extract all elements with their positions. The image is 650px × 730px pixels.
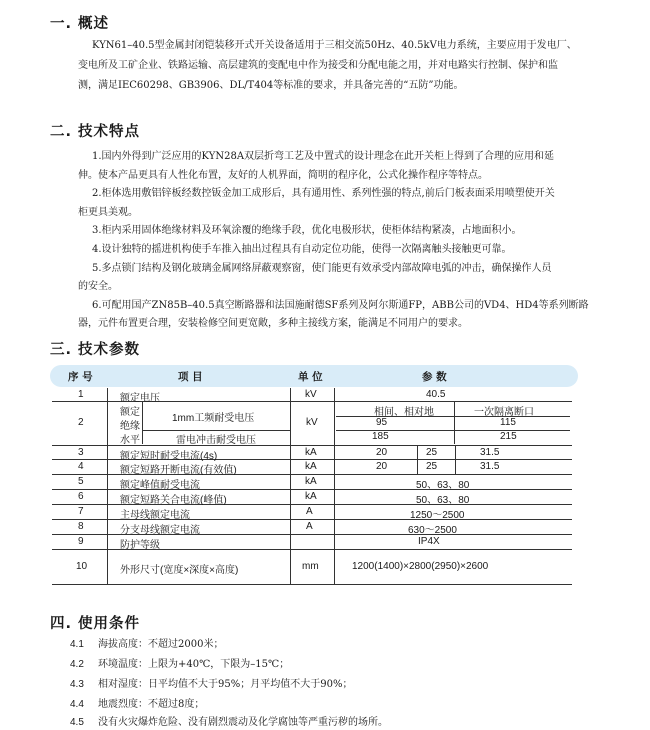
condition-text: 没有火灾爆炸危险、没有剧烈震动及化学腐蚀等严重污秽的场所。 xyxy=(98,717,388,728)
row-value: 1200(1400)×2800(2950)×2600 xyxy=(352,561,489,572)
row-item: 主母线额定电流 xyxy=(120,510,190,521)
row-item: 额定短路开断电流(有效值) xyxy=(120,465,237,476)
row-value: 115 xyxy=(500,417,516,428)
section-title-parameters: 三. 技术参数 xyxy=(50,342,141,358)
feature-line: 6.可配用国产ZN85B–40.5真空断路器和法国施耐德SF系列及阿尔斯通FP，ABB公司的VD4、HD4等系列断路 xyxy=(92,299,589,311)
row-value: 1250～2500 xyxy=(410,510,465,521)
row-unit: A xyxy=(306,506,313,517)
row-unit: mm xyxy=(302,561,319,572)
row-item: 防护等级 xyxy=(120,540,160,551)
row-unit: kV xyxy=(306,417,318,428)
row-item: 额定短路关合电流(峰值) xyxy=(120,495,227,506)
condition-number: 4.2 xyxy=(70,659,84,670)
header-unit: 单 位 xyxy=(298,371,323,383)
row-no: 5 xyxy=(78,476,84,487)
row-value: 50、63、80 xyxy=(416,495,470,506)
feature-line: 4.设计独特的摇进机构使手车推入抽出过程具有自动定位功能，使得一次隔离触头接触更可靠。 xyxy=(92,243,512,255)
feature-line: 伸。使本产品更具有人性化布置，友好的人机界面，简明的程序化，公式化操作程序等特点。 xyxy=(78,169,488,181)
feature-line: 的安全。 xyxy=(78,281,118,293)
row-value: 20 xyxy=(376,447,388,458)
row-item: 额定短时耐受电流(4s) xyxy=(120,451,218,462)
row-no: 7 xyxy=(78,506,84,517)
row-unit: kA xyxy=(305,461,317,472)
row-no: 9 xyxy=(78,536,84,547)
condition-item xyxy=(70,678,352,692)
condition-item xyxy=(70,698,204,712)
overview-line: 变电所及工矿企业、铁路运输、高层建筑的变配电中作为接受和分配电能之用，并对电路实行控制、保护和监 xyxy=(78,60,558,71)
feature-line: 1.国内外得到广泛应用的KYN28A双层折弯工艺及中置式的设计理念在此开关柜上得到了合理的应用和延 xyxy=(92,151,555,162)
condition-number: 4.4 xyxy=(70,699,84,710)
row-item-part: 水平 xyxy=(120,435,140,446)
condition-text: 相对湿度：日平均值不大于95%；月平均值不大于90%； xyxy=(98,679,353,690)
row-item: 分支母线额定电流 xyxy=(120,525,200,536)
row-value: 95 xyxy=(376,417,388,428)
row-item: 额定峰值耐受电流 xyxy=(120,480,200,491)
row-unit: kA xyxy=(305,476,317,487)
feature-line: 柜更具美观。 xyxy=(78,206,138,218)
row-item: 额定电压 xyxy=(120,393,160,404)
condition-number: 4.5 xyxy=(70,717,84,728)
section-title-overview: 一. 概述 xyxy=(50,16,110,32)
row-no: 8 xyxy=(78,521,84,532)
row-value: 25 xyxy=(426,447,438,458)
row-value: 40.5 xyxy=(426,389,446,400)
row-no: 6 xyxy=(78,491,84,502)
row-value: 31.5 xyxy=(480,461,500,472)
row-item: 外形尺寸(宽度×深度×高度) xyxy=(120,565,239,576)
row-subheader: 一次隔离断口 xyxy=(474,407,534,418)
row-unit: A xyxy=(306,521,313,532)
header-no: 序 号 xyxy=(68,371,93,383)
overview-line: KYN61–40.5型金属封闭铠装移开式开关设备适用于三相交流50Hz、40.5kV电力系统，主要应用于发电厂、 xyxy=(92,40,577,51)
header-item: 项 目 xyxy=(178,371,203,383)
row-value: 630～2500 xyxy=(408,525,457,536)
row-no: 2 xyxy=(78,417,84,428)
condition-number: 4.3 xyxy=(70,679,84,690)
row-no: 3 xyxy=(78,447,84,458)
row-value: 185 xyxy=(372,431,389,442)
row-unit: kA xyxy=(305,447,317,458)
row-value: IP4X xyxy=(418,536,440,547)
condition-text: 环境温度：上限为+40℃，下限为–15℃； xyxy=(98,659,290,670)
condition-item xyxy=(70,716,388,730)
feature-line: 5.多点锁门结构及钢化玻璃金属网络屏蔽观察窗，使门能更有效承受内部故障电弧的冲击，确保操作人员 xyxy=(92,262,552,274)
row-subitem: 1mm工频耐受电压 xyxy=(172,413,255,424)
row-value: 215 xyxy=(500,431,517,442)
row-subitem: 雷电冲击耐受电压 xyxy=(176,435,256,446)
overview-paragraph xyxy=(78,36,618,96)
condition-text: 地震烈度：不超过8度； xyxy=(98,699,205,710)
table-header xyxy=(50,365,578,387)
row-item-part: 绝缘 xyxy=(120,421,140,432)
overview-line: 测，满足IEC60298、GB3906、DL/T404等标准的要求，并具备完善的“五防”功能。 xyxy=(78,80,464,91)
row-no: 4 xyxy=(78,461,84,472)
row-unit: kA xyxy=(305,491,317,502)
row-no: 10 xyxy=(76,561,88,572)
condition-text: 海拔高度：不超过2000米； xyxy=(98,639,224,650)
condition-number: 4.1 xyxy=(70,639,84,650)
row-value: 25 xyxy=(426,461,438,472)
feature-line: 2.柜体选用敷铝锌板经数控钣金加工成形后，具有通用性、系列性强的特点,前后门板表面采用喷塑使开关 xyxy=(92,188,555,200)
row-subheader: 相间、相对地 xyxy=(374,407,434,418)
row-unit: kV xyxy=(305,389,317,400)
features-list xyxy=(78,148,618,334)
row-item-part: 额定 xyxy=(120,407,140,418)
row-value: 31.5 xyxy=(480,447,500,458)
header-param: 参 数 xyxy=(422,371,447,383)
section-title-conditions: 四. 使用条件 xyxy=(50,616,141,632)
condition-item xyxy=(70,658,289,672)
row-no: 1 xyxy=(78,389,84,400)
feature-line: 器，元件布置更合理，安装检修空间更宽敞，多种主接线方案，能满足不同用户的要求。 xyxy=(78,318,468,330)
row-value: 20 xyxy=(376,461,388,472)
row-value: 50、63、80 xyxy=(416,480,470,491)
feature-line: 3.柜内采用固体绝缘材料及环氧涂覆的绝缘手段，优化电极形状，使柜体结构紧凑，占地面积小。 xyxy=(92,225,522,237)
condition-item xyxy=(70,638,223,652)
section-title-features: 二. 技术特点 xyxy=(50,124,141,140)
